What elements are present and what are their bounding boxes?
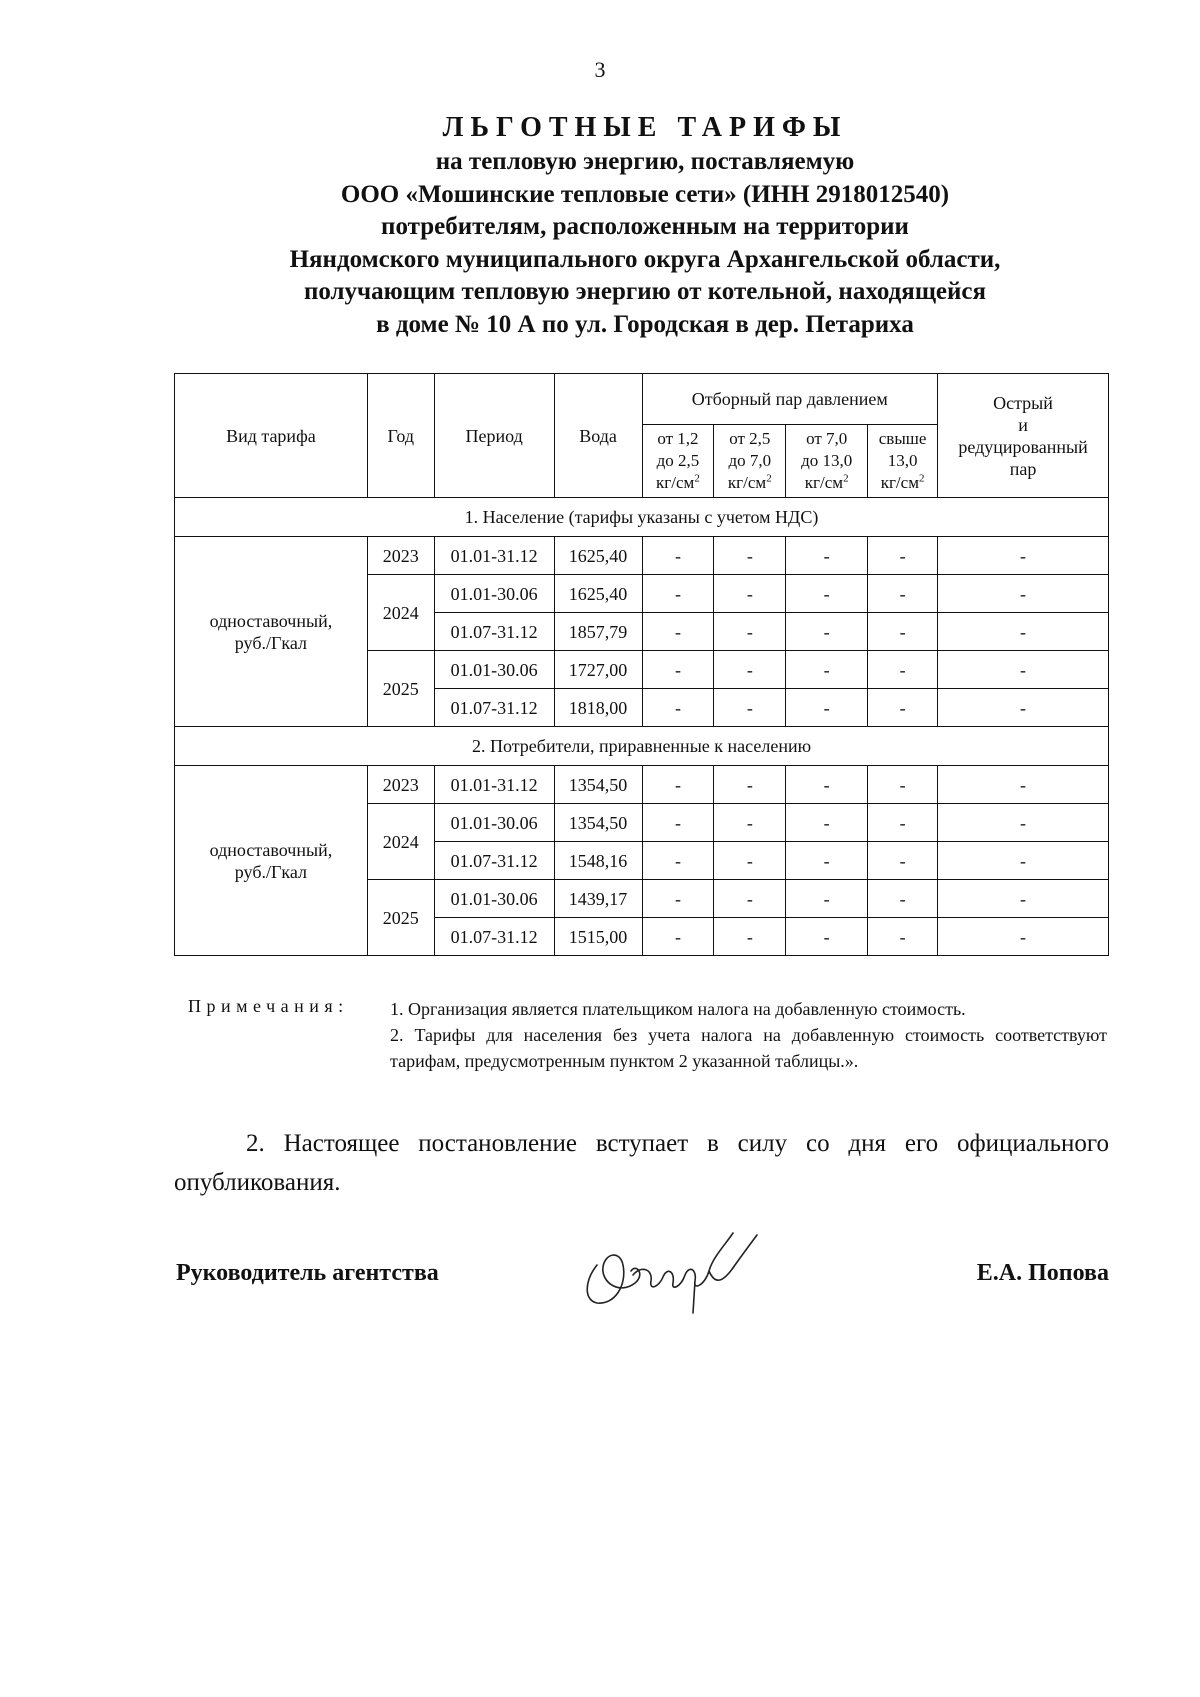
effective-date-paragraph: 2. Настоящее постановление вступает в силу со дня его официального опубликования. [174, 1130, 1109, 1196]
empty-tariff-cell: - [938, 651, 1109, 689]
page-number: 3 [594, 57, 606, 82]
empty-tariff-cell: - [714, 766, 786, 804]
header-text: 13,0 [887, 451, 918, 470]
note-item: 1. Организация является плательщиком налога на добавленную стоимость. [390, 999, 966, 1019]
empty-tariff-cell: - [642, 537, 714, 575]
section-title-row: 1. Население (тарифы указаны с учетом НДС) [175, 498, 1109, 537]
empty-tariff-cell: - [786, 804, 868, 842]
water-tariff-cell: 1439,17 [554, 880, 642, 918]
notes-label: Примечания: [188, 996, 349, 1016]
header-sup: 2 [918, 472, 925, 485]
header-period: Период [434, 374, 554, 498]
empty-tariff-cell: - [938, 537, 1109, 575]
title-line: на тепловую энергию, поставляемую [435, 148, 855, 175]
table-row [175, 766, 1109, 804]
empty-tariff-cell: - [786, 880, 868, 918]
year-cell: 2023 [367, 766, 434, 804]
empty-tariff-cell: - [642, 575, 714, 613]
header-steam-over-13 [868, 425, 938, 498]
year-cell: 2025 [367, 880, 434, 956]
empty-tariff-cell: - [714, 918, 786, 956]
year-cell: 2024 [367, 575, 434, 651]
tariff-type-cell [175, 766, 368, 956]
period-cell: 01.01-31.12 [434, 537, 554, 575]
water-tariff-cell: 1515,00 [554, 918, 642, 956]
empty-tariff-cell: - [714, 613, 786, 651]
header-text: Острый [993, 392, 1053, 413]
header-text: от 7,0 [806, 429, 848, 448]
empty-tariff-cell: - [642, 651, 714, 689]
empty-tariff-cell: - [642, 804, 714, 842]
header-sharp-steam [938, 374, 1109, 498]
empty-tariff-cell: - [938, 804, 1109, 842]
header-text: кг/см [804, 473, 844, 492]
water-tariff-cell: 1625,40 [554, 575, 642, 613]
section-title-row: 2. Потребители, приравненные к населению [175, 727, 1109, 766]
title-line: потребителям, расположенным на территории [381, 213, 909, 240]
tariff-type-text: одноставочный, [209, 839, 333, 860]
water-tariff-cell: 1354,50 [554, 804, 642, 842]
period-cell: 01.01-30.06 [434, 651, 554, 689]
empty-tariff-cell: - [642, 880, 714, 918]
tariff-type-cell [175, 537, 368, 727]
header-text: до 7,0 [728, 451, 772, 470]
empty-tariff-cell: - [868, 766, 938, 804]
empty-tariff-cell: - [642, 842, 714, 880]
year-cell: 2025 [367, 651, 434, 727]
header-steam-2.5-7 [714, 425, 786, 498]
period-cell: 01.01-31.12 [434, 766, 554, 804]
title-line: получающим тепловую энергию от котельной, находящейся [303, 278, 987, 305]
water-tariff-cell: 1625,40 [554, 537, 642, 575]
header-text: кг/см [880, 473, 919, 492]
empty-tariff-cell: - [786, 766, 868, 804]
empty-tariff-cell: - [938, 842, 1109, 880]
empty-tariff-cell: - [786, 842, 868, 880]
signer-role: Руководитель агентства [176, 1260, 439, 1286]
table-body [175, 498, 1109, 956]
empty-tariff-cell: - [714, 689, 786, 727]
period-cell: 01.07-31.12 [434, 842, 554, 880]
header-text: кг/см [727, 473, 767, 492]
empty-tariff-cell: - [868, 918, 938, 956]
header-sup: 2 [843, 472, 849, 485]
period-cell: 01.01-30.06 [434, 804, 554, 842]
title-line: ООО «Мошинские тепловые сети» (ИНН 2918012540) [340, 180, 950, 208]
header-text: редуцированный [958, 436, 1088, 457]
empty-tariff-cell: - [786, 651, 868, 689]
header-steam-group: Отборный пар давлением [642, 374, 938, 425]
empty-tariff-cell: - [868, 575, 938, 613]
header-tariff-type: Вид тарифа [175, 374, 368, 498]
empty-tariff-cell: - [868, 842, 938, 880]
table-row [175, 537, 1109, 575]
title-line: Няндомского муниципального округа Архангельской области, [289, 245, 1001, 273]
tariff-type-text: одноставочный, [209, 610, 333, 631]
empty-tariff-cell: - [642, 766, 714, 804]
water-tariff-cell: 1727,00 [554, 651, 642, 689]
empty-tariff-cell: - [868, 537, 938, 575]
header-text: и [1018, 414, 1028, 435]
empty-tariff-cell: - [868, 651, 938, 689]
empty-tariff-cell: - [642, 689, 714, 727]
handwritten-signature [575, 1225, 765, 1315]
empty-tariff-cell: - [786, 689, 868, 727]
empty-tariff-cell: - [714, 651, 786, 689]
header-year: Год [367, 374, 434, 498]
empty-tariff-cell: - [786, 918, 868, 956]
empty-tariff-cell: - [786, 575, 868, 613]
header-steam-1-2.5 [642, 425, 714, 498]
empty-tariff-cell: - [938, 918, 1109, 956]
header-sup: 2 [766, 472, 772, 485]
document-title [175, 110, 1115, 341]
water-tariff-cell: 1818,00 [554, 689, 642, 727]
year-cell: 2024 [367, 804, 434, 880]
tariff-type-text: руб./Гкал [234, 861, 307, 882]
empty-tariff-cell: - [868, 880, 938, 918]
header-water: Вода [554, 374, 642, 498]
header-text: пар [1009, 458, 1037, 479]
year-cell: 2023 [367, 537, 434, 575]
header-sup: 2 [694, 472, 700, 485]
empty-tariff-cell: - [714, 575, 786, 613]
header-text: от 2,5 [729, 429, 771, 448]
water-tariff-cell: 1857,79 [554, 613, 642, 651]
header-text: до 2,5 [656, 451, 700, 470]
empty-tariff-cell: - [938, 689, 1109, 727]
header-text: до 13,0 [801, 451, 853, 470]
empty-tariff-cell: - [786, 613, 868, 651]
empty-tariff-cell: - [786, 537, 868, 575]
tariff-type-text: руб./Гкал [234, 632, 307, 653]
period-cell: 01.01-30.06 [434, 575, 554, 613]
empty-tariff-cell: - [714, 842, 786, 880]
empty-tariff-cell: - [642, 613, 714, 651]
header-text: свыше [878, 429, 927, 448]
empty-tariff-cell: - [868, 804, 938, 842]
header-text: кг/см [656, 473, 695, 492]
header-steam-7-13 [786, 425, 868, 498]
empty-tariff-cell: - [938, 880, 1109, 918]
title-line: в доме № 10 А по ул. Городская в дер. Петариха [376, 310, 914, 338]
signer-name: Е.А. Попова [976, 1260, 1109, 1286]
period-cell: 01.07-31.12 [434, 689, 554, 727]
period-cell: 01.01-30.06 [434, 880, 554, 918]
water-tariff-cell: 1548,16 [554, 842, 642, 880]
empty-tariff-cell: - [714, 537, 786, 575]
empty-tariff-cell: - [714, 880, 786, 918]
empty-tariff-cell: - [938, 613, 1109, 651]
period-cell: 01.07-31.12 [434, 613, 554, 651]
empty-tariff-cell: - [642, 918, 714, 956]
note-item: 2. Тарифы для населения без учета налога на добавленную стоимость соответствуют тарифам, предусмотренным пунктом 2 указанной таблицы.». [390, 1025, 1107, 1071]
water-tariff-cell: 1354,50 [554, 766, 642, 804]
empty-tariff-cell: - [938, 575, 1109, 613]
period-cell: 01.07-31.12 [434, 918, 554, 956]
header-text: от 1,2 [657, 429, 699, 448]
empty-tariff-cell: - [714, 804, 786, 842]
tariff-table [174, 373, 1109, 956]
empty-tariff-cell: - [938, 766, 1109, 804]
notes-body [390, 996, 1107, 1074]
title-main: ЛЬГОТНЫЕ ТАРИФЫ [442, 112, 848, 143]
empty-tariff-cell: - [868, 613, 938, 651]
empty-tariff-cell: - [868, 689, 938, 727]
